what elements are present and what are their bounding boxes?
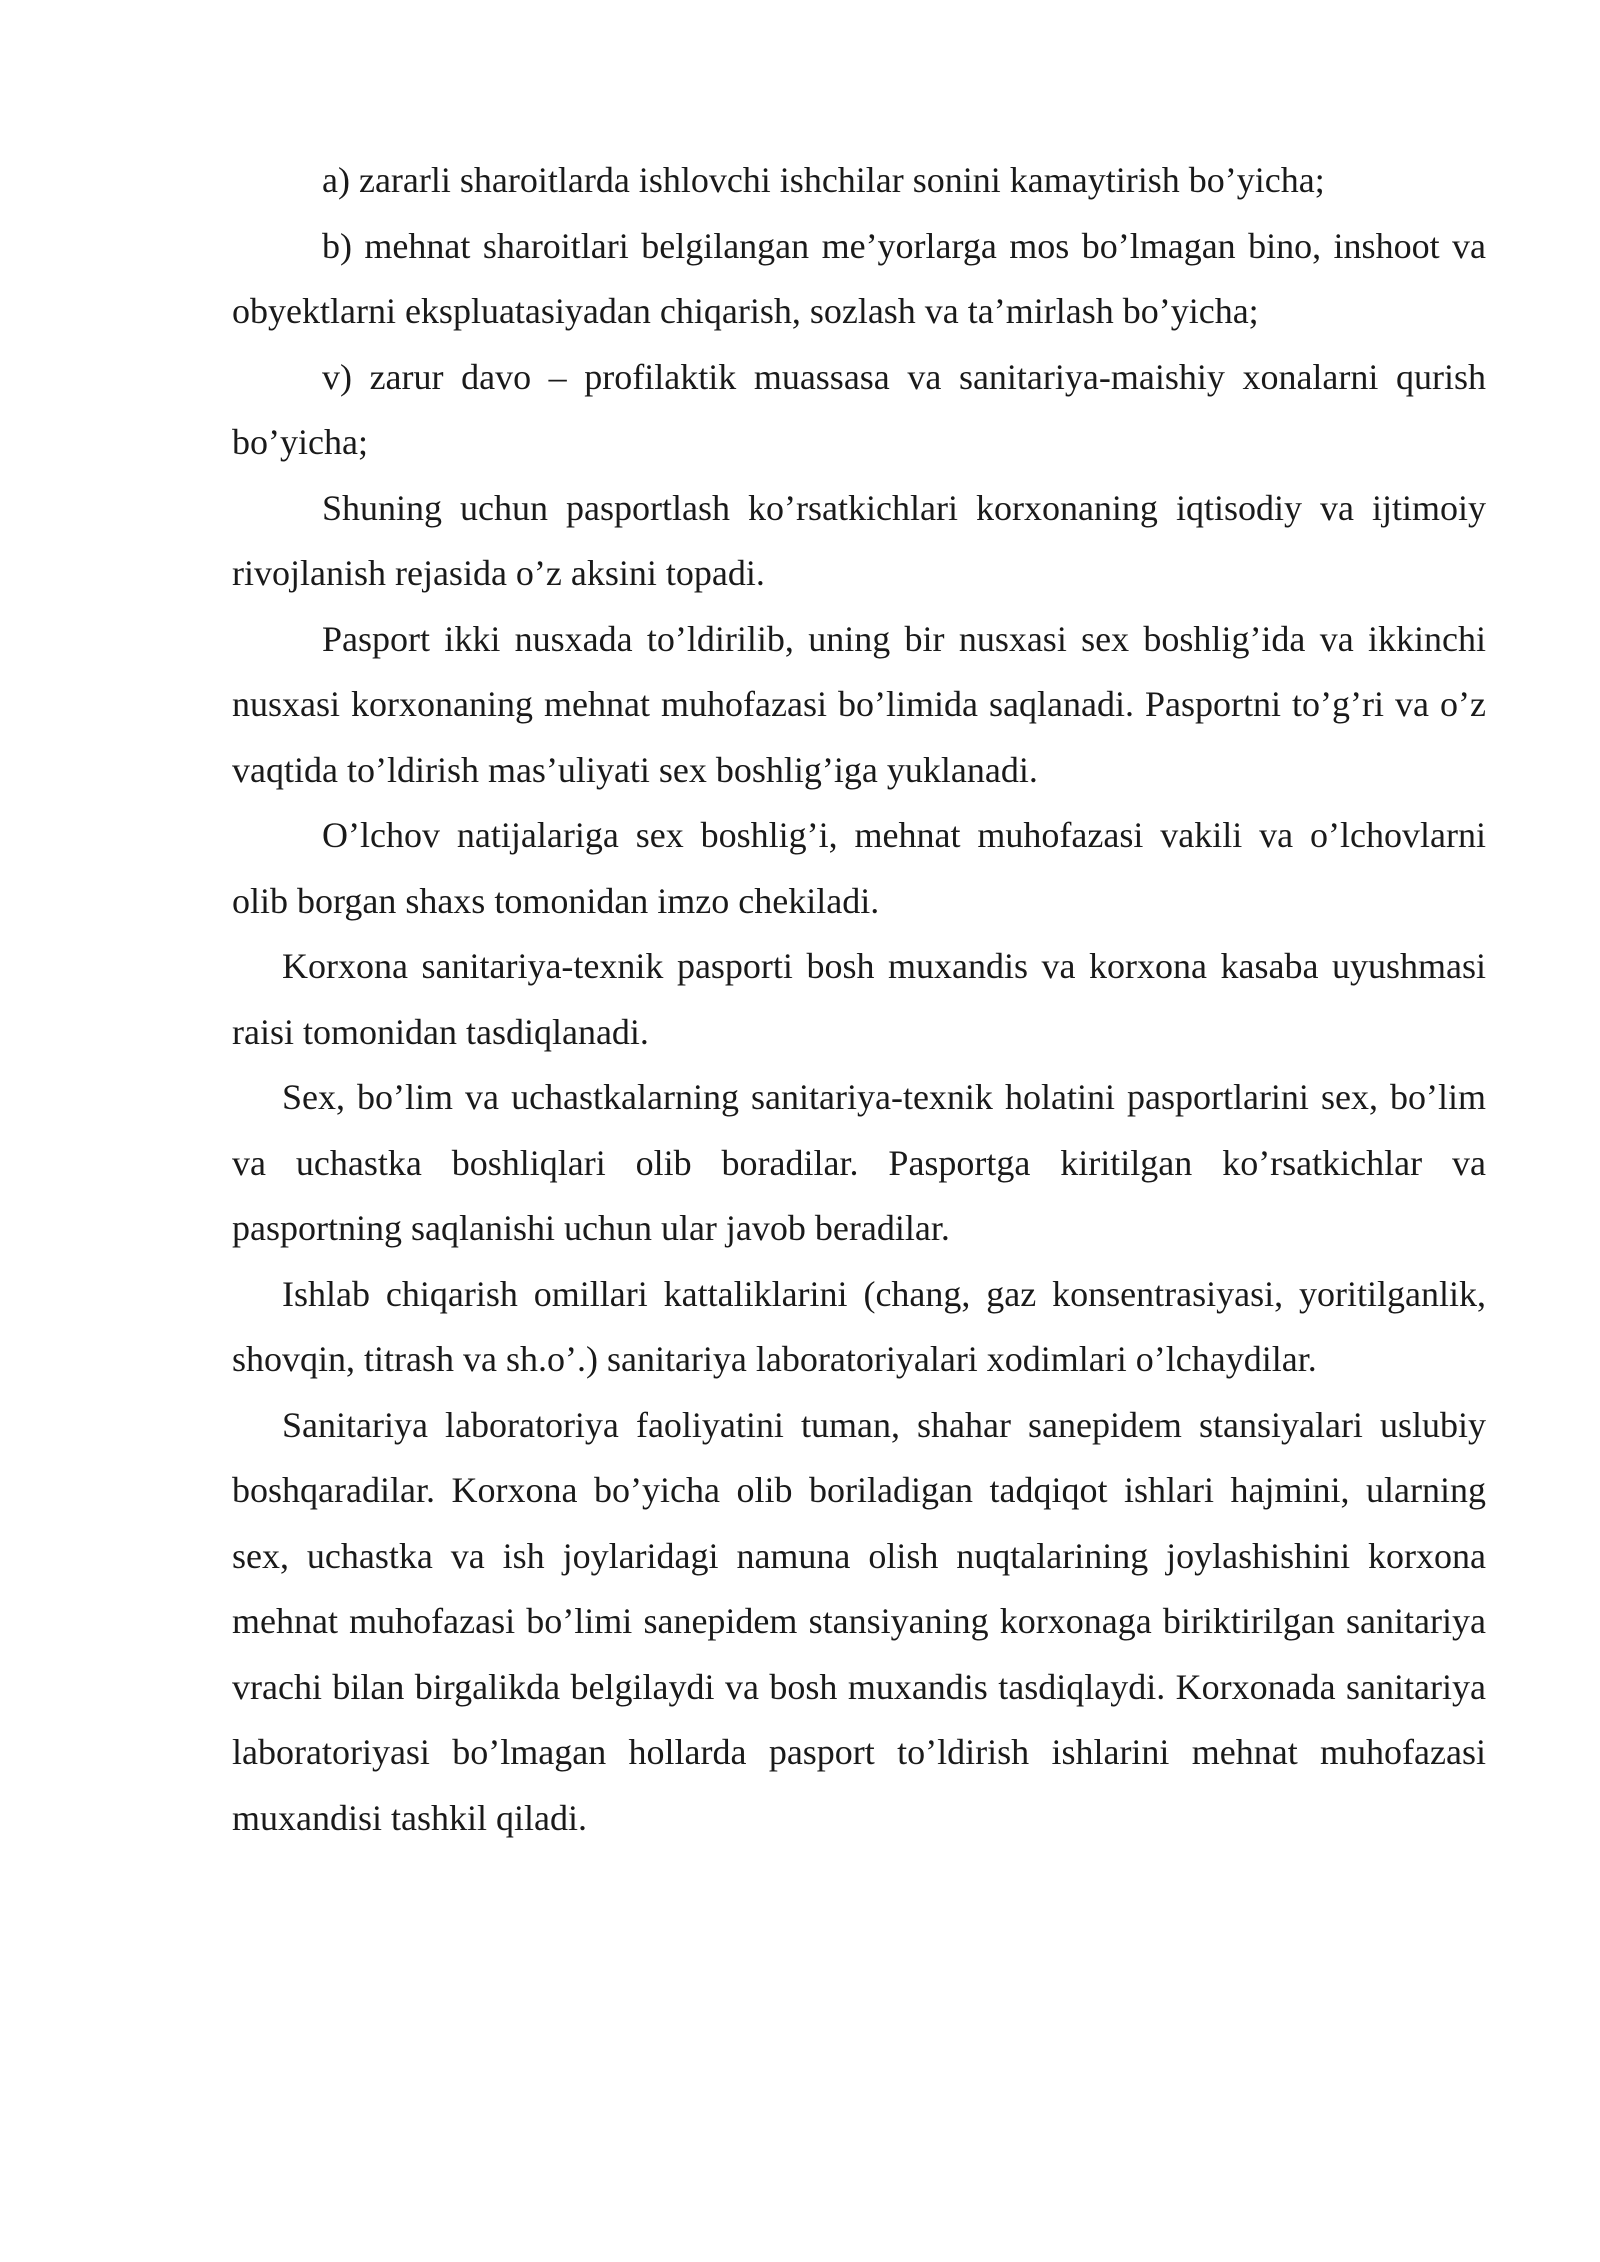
paragraph-shuning: Shuning uchun pasportlash ko’rsatkichlari korxonaning iqtisodiy va ijtimoiy rivojlanish rejasida o’z aksini topadi.	[232, 487, 1486, 593]
paragraph-olchov: O’lchov natijalariga sex boshlig’i, mehnat muhofazasi vakili va o’lchovlarni olib borgan shaxs tomonidan imzo chekiladi.	[232, 815, 1486, 921]
paragraph-item-b: b) mehnat sharoitlari belgilangan me’yorlarga mos bo’lmagan bino, inshoot va obyektlarni ekspluatasiyadan chiqarish, sozlash va ta’mirlash bo’yicha;	[232, 225, 1486, 331]
paragraph-pasport-nusxa: Pasport ikki nusxada to’ldirilib, uning bir nusxasi sex boshlig’ida va ikkinchi nusxasi korxonaning mehnat muhofazasi bo’limida saqlanadi. Pasportni to’g’ri va o’z vaqtida to’ldirish mas’uliyati sex boshlig’iga yuklanadi.	[232, 618, 1486, 790]
paragraph-item-a: a) zararli sharoitlarda ishlovchi ishchilar sonini kamaytirish bo’yicha;	[322, 160, 1325, 200]
paragraph-item-v: v) zarur davo – profilaktik muassasa va sanitariya-maishiy xonalarni qurish bo’yicha;	[232, 356, 1486, 462]
paragraph-sanitariya-laboratoriya: Sanitariya laboratoriya faoliyatini tuman, shahar sanepidem stansiyalari uslubiy boshqaradilar. Korxona bo’yicha olib boriladigan tadqiqot ishlari hajmini, ularning sex, uchastka va ish joylaridagi namuna olish nuqtalarining joylashishini korxona mehnat muhofazasi bo’limi sanepidem stansiyaning korxonaga biriktirilgan sanitariya vrachi bilan birgalikda belgilaydi va bosh muxandis tasdiqlaydi. Korxonada sanitariya laboratoriyasi bo’lmagan hollarda pasport to’ldirish ishlarini mehnat muhofazasi muxandisi tashkil qiladi.	[232, 1404, 1486, 1838]
paragraph-sex-bolim: Sex, bo’lim va uchastkalarning sanitariya-texnik holatini pasportlarini sex, bo’lim va uchastka boshliqlari olib boradilar. Pasportga kiritilgan ko’rsatkichlar va pasportning saqlanishi uchun ular javob beradilar.	[232, 1077, 1486, 1248]
paragraph-korxona-pasport: Korxona sanitariya-texnik pasporti bosh muxandis va korxona kasaba uyushmasi raisi tomonidan tasdiqlanadi.	[232, 946, 1486, 1052]
paragraph-ishlab-chiqarish: Ishlab chiqarish omillari kattaliklarini (chang, gaz konsentrasiyasi, yoritilganlik, shovqin, titrash va sh.o’.) sanitariya laboratoriyalari xodimlari o’lchaydilar.	[232, 1273, 1486, 1379]
document-body	[232, 148, 1486, 1851]
